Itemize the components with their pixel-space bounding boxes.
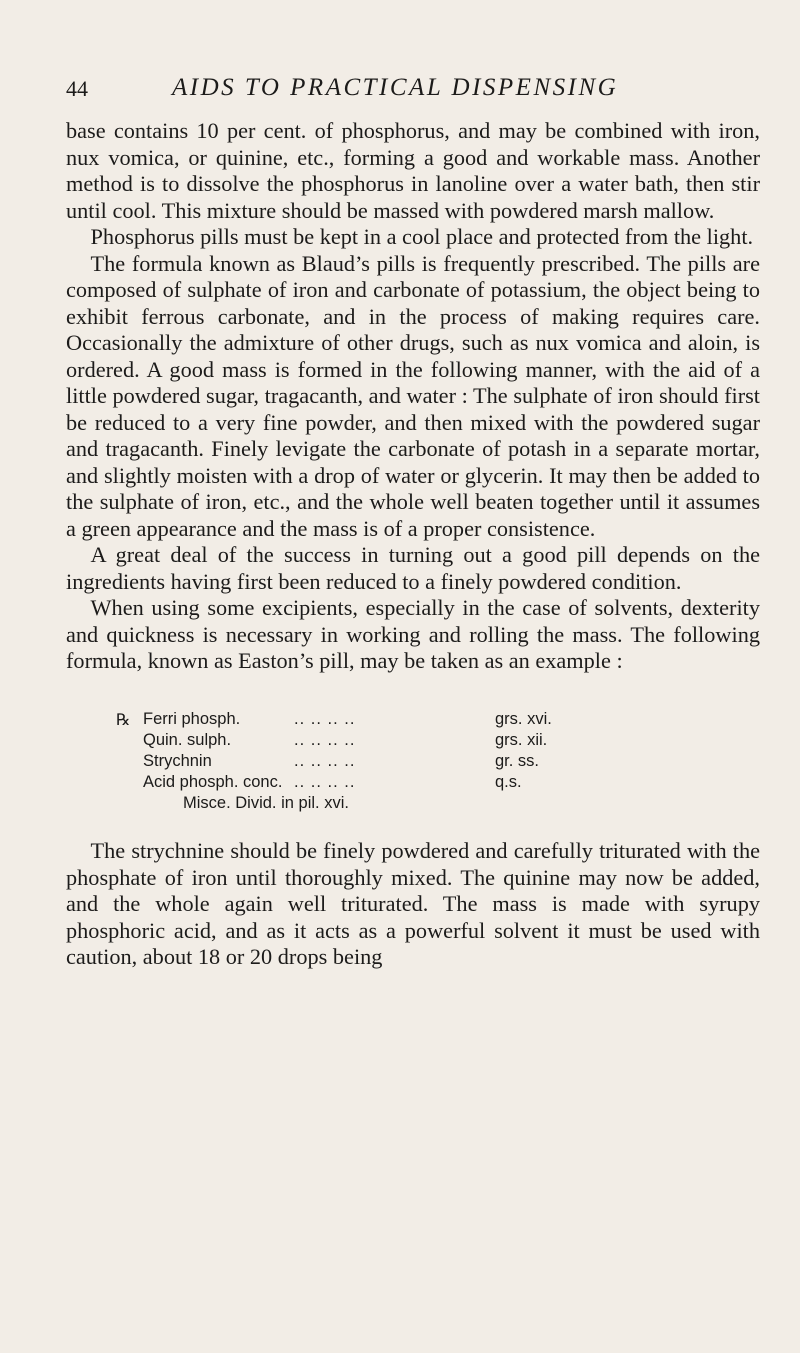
dot-leader: .. .. .. .. xyxy=(294,710,356,728)
formula-ingredient: Acid phosph. conc. xyxy=(143,773,283,791)
paragraph: The formula known as Blaud’s pills is frequently prescribed. The pills are composed of sulphate of iron and carbonate of potassium, the object being to exhibit ferrous carbonate, and in the process of making requires care. Occasionally the admixture of other drugs, such as nux vomica and aloin, is ordered. A good mass is formed in the following manner, with the aid of a little powdered sugar, tragacanth, and water : The sulphate of iron should first be reduced to a very fine powder, and then mixed with the powdered sugar and tragacanth. Finely levigate the carbonate of potash in a separate mortar, and slightly moisten with a drop of water or glycerin. It may then be added to the sulphate of iron, etc., and the whole well beaten together until it assumes a green appearance and the mass is of a proper consistence. xyxy=(66,250,760,541)
running-title: AIDS TO PRACTICAL DISPENSING xyxy=(172,74,619,101)
page-number: 44 xyxy=(66,76,88,101)
formula-quantity: grs. xvi. xyxy=(495,710,552,728)
formula-row xyxy=(116,772,636,793)
paragraph: When using some excipients, especially in the case of solvents, dexterity and quickness is necessary in working and rolling the mass. The following formula, known as Easton’s pill, may be taken as an example : xyxy=(66,595,760,673)
dot-leader: .. .. .. .. xyxy=(294,752,356,770)
formula-instruction-row xyxy=(116,793,636,814)
formula-row xyxy=(116,709,636,730)
formula-quantity: gr. ss. xyxy=(495,752,540,770)
formula-ingredient: Strychnin xyxy=(143,752,212,770)
formula-quantity: q.s. xyxy=(495,773,522,791)
body-text-before-formula xyxy=(66,118,760,675)
formula-ingredient: Quin. sulph. xyxy=(143,731,232,749)
dot-leader: .. .. .. .. xyxy=(294,731,356,749)
paragraph: A great deal of the success in turning out a good pill depends on the ingredients having first been reduced to a finely powdered condition. xyxy=(66,542,760,594)
page-header xyxy=(66,76,756,116)
formula-row xyxy=(116,751,636,772)
paragraph: Phosphorus pills must be kept in a cool place and protected from the light. xyxy=(90,224,754,249)
prescription-formula xyxy=(116,709,636,814)
formula-instruction: Misce. Divid. in pil. xvi. xyxy=(183,794,349,812)
recipe-symbol: ℞ xyxy=(116,710,131,729)
dot-leader: .. .. .. .. xyxy=(294,773,356,791)
formula-row xyxy=(116,730,636,751)
paragraph: base contains 10 per cent. of phosphorus, and may be combined with iron, nux vomica, or quinine, etc., forming a good and workable mass. Another method is to dissolve the phosphorus in lanoline over a water bath, then stir until cool. This mixture should be massed with powdered marsh mallow. xyxy=(66,118,760,223)
formula-quantity: grs. xii. xyxy=(495,731,548,749)
body-text-after-formula xyxy=(66,838,760,971)
paragraph: The strychnine should be finely powdered and carefully triturated with the phosphate of iron until thoroughly mixed. The quinine may now be added, and the whole again well triturated. The mass is made with syrupy phosphoric acid, and as it acts as a powerful solvent it must be used with caution, about 18 or 20 drops being xyxy=(66,838,760,969)
formula-ingredient: Ferri phosph. xyxy=(143,710,241,728)
